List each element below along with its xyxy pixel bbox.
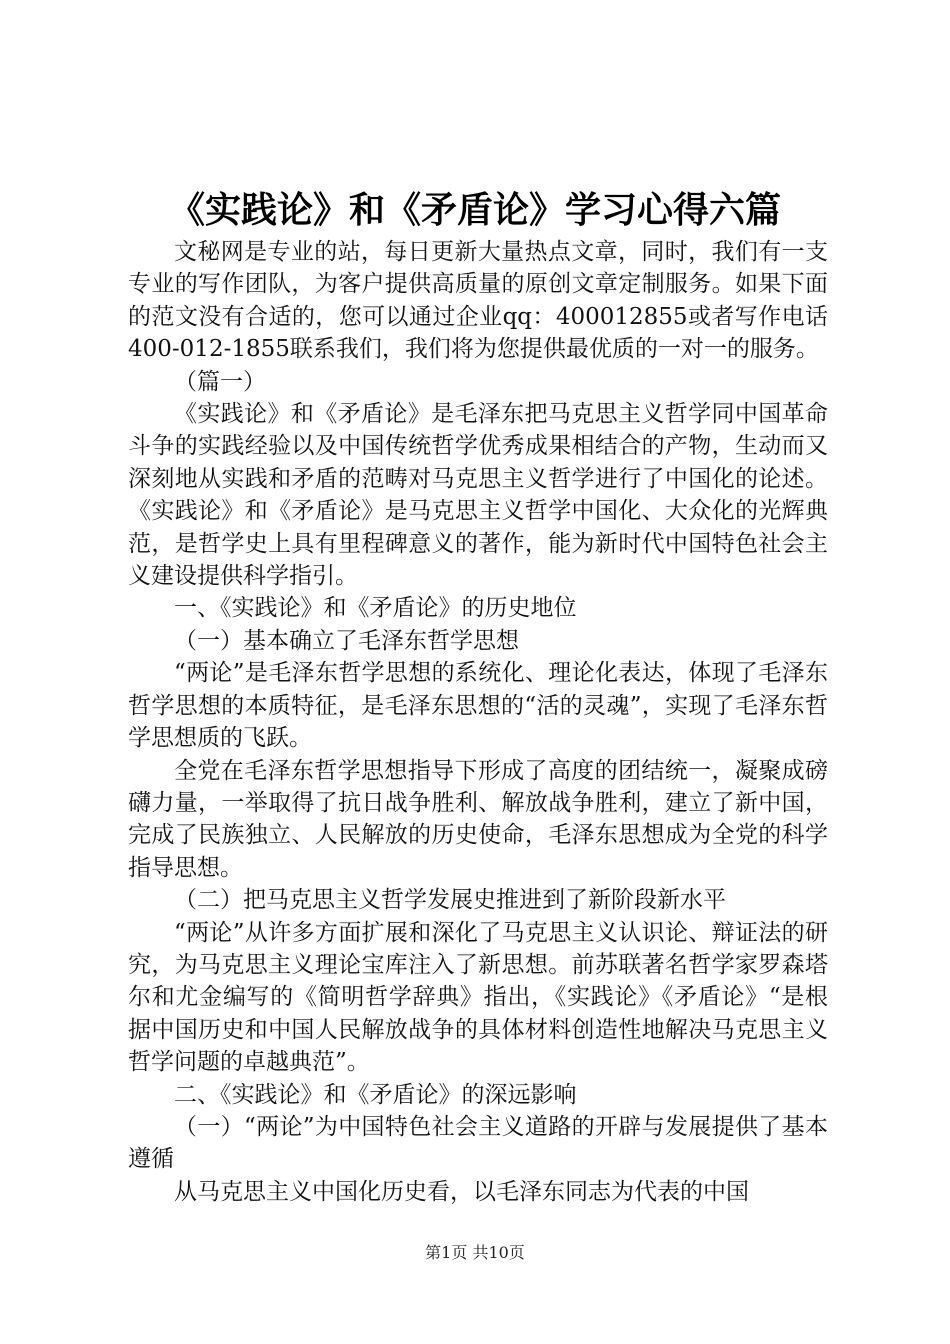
document-body	[128, 236, 828, 1208]
intro-paragraph: 文秘网是专业的站，每日更新大量热点文章，同时，我们有一支专业的写作团队，为客户提供高质量的原创文章定制服务。如果下面的范文没有合适的，您可以通过企业qq：400012855或者写作电话400-012-1855联系我们，我们将为您提供最优质的一对一的服务。	[128, 239, 828, 363]
section-label-part-one: （篇一）	[174, 368, 266, 395]
body-paragraph: “两论”从许多方面扩展和深化了马克思主义认识论、辩证法的研究，为马克思主义理论宝库注入了新思想。前苏联著名哲学家罗森塔尔和尤金编写的《简明哲学辞典》指出，《实践论》《矛盾论》“是根据中国历史和中国人民解放战争的具体材料创造性地解决马克思主义哲学问题的卓越典范”。	[128, 919, 828, 1076]
body-paragraph: 从马克思主义中国化历史看，以毛泽东同志为代表的中国	[174, 1178, 749, 1205]
section-heading: 二、《实践论》和《矛盾论》的深远影响	[174, 1081, 577, 1108]
body-paragraph: 《实践论》和《矛盾论》是毛泽东把马克思主义哲学同中国革命斗争的实践经验以及中国传统哲学优秀成果相结合的产物，生动而又深刻地从实践和矛盾的范畴对马克思主义哲学进行了中国化的论述。《实践论》和《矛盾论》是马克思主义哲学中国化、大众化的光辉典范，是哲学史上具有里程碑意义的著作，能为新时代中国特色社会主义建设提供科学指引。	[128, 401, 828, 590]
subsection-heading: （一）基本确立了毛泽东哲学思想	[174, 627, 519, 654]
section-heading: 一、《实践论》和《矛盾论》的历史地位	[174, 595, 577, 622]
subsection-heading: （二）把马克思主义哲学发展史推进到了新阶段新水平	[174, 887, 726, 914]
subsection-heading: （一）“两论”为中国特色社会主义道路的开辟与发展提供了基本遵循	[128, 1113, 828, 1173]
body-paragraph: 全党在毛泽东哲学思想指导下形成了高度的团结统一，凝聚成磅礴力量，一举取得了抗日战争胜利、解放战争胜利，建立了新中国，完成了民族独立、人民解放的历史使命，毛泽东思想成为全党的科学指导思想。	[128, 757, 828, 881]
page-footer: 第1页 共10页	[425, 1243, 525, 1262]
body-paragraph: “两论”是毛泽东哲学思想的系统化、理论化表达，体现了毛泽东哲学思想的本质特征，是毛泽东思想的“活的灵魂”，实现了毛泽东哲学思想质的飞跃。	[128, 660, 828, 752]
document-title: 《实践论》和《矛盾论》学习心得六篇	[168, 189, 781, 231]
